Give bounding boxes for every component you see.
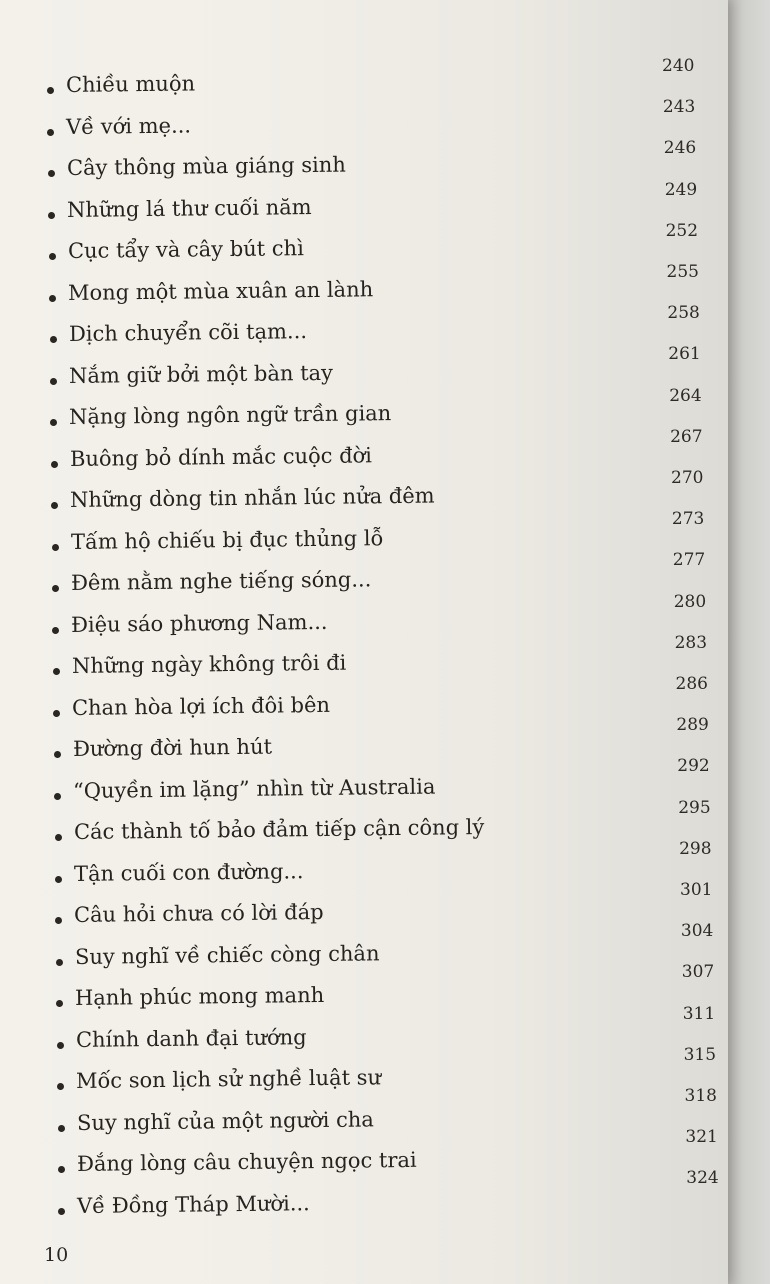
toc-entry-page-number: 315	[683, 1044, 717, 1065]
bullet-icon	[50, 419, 57, 426]
toc-entry-title: Chan hòa lợi ích đôi bên	[72, 692, 331, 720]
bullet-icon	[54, 793, 61, 800]
page-edge	[728, 0, 770, 1284]
toc-entry-page-number: 267	[670, 426, 703, 447]
toc-entry-title: Chiều muộn	[65, 71, 196, 97]
toc-entry-title: Đường đời hun hút	[72, 734, 272, 761]
toc-entry-page-number: 286	[675, 674, 708, 694]
bullet-icon	[54, 751, 61, 758]
toc-entry-page-number: 277	[672, 550, 706, 571]
bullet-icon	[48, 170, 55, 177]
toc-entry-title: Về Đồng Tháp Mười...	[77, 1190, 311, 1218]
toc-entry-page-number: 289	[676, 715, 709, 736]
page-number: 10	[44, 1244, 69, 1266]
toc-entry-title: Dịch chuyển cõi tạm...	[68, 319, 307, 346]
toc-entry-page-number: 261	[668, 344, 701, 365]
toc-entry-title: Các thành tố bảo đảm tiếp cận công lý	[73, 814, 485, 844]
bullet-icon	[55, 917, 62, 924]
toc-entry-title: Hạnh phúc mong manh	[75, 982, 325, 1010]
toc-entry-title: Suy nghĩ về chiếc còng chân	[74, 940, 380, 969]
bullet-icon	[51, 461, 58, 468]
toc-entry-title: Cây thông mùa giáng sinh	[66, 152, 346, 180]
toc-entry-title: Nặng lòng ngôn ngữ trần gian	[69, 401, 392, 429]
toc-entry-title: Nắm giữ bởi một bàn tay	[68, 360, 334, 388]
bullet-icon	[47, 129, 54, 136]
toc-entry-page-number: 264	[669, 385, 702, 406]
toc-entry-page-number: 246	[663, 138, 697, 159]
toc-entry-title: Buông bỏ dính mắc cuộc đời	[69, 442, 372, 471]
toc-entry-page-number: 258	[667, 303, 700, 324]
bullet-icon	[48, 212, 55, 219]
toc-entry-page-number: 311	[682, 1003, 716, 1024]
toc-entry-page-number: 304	[680, 921, 714, 942]
toc-entry-title: Tận cuối con đường...	[73, 858, 304, 886]
toc-entry-title: Cục tẩy và cây bút chì	[67, 236, 304, 263]
bullet-icon	[58, 1166, 65, 1173]
bullet-icon	[51, 502, 58, 509]
toc-entry-title: Đêm nằm nghe tiếng sóng...	[70, 567, 372, 595]
bullet-icon	[55, 834, 62, 841]
toc-entry-page-number: 321	[685, 1127, 718, 1148]
toc-entry-title: Đắng lòng câu chuyện ngọc trai	[76, 1147, 417, 1176]
toc-entry-title: Về với mẹ...	[66, 112, 192, 139]
toc-entry-page-number: 298	[679, 838, 712, 859]
toc-entry-title: Mong một mùa xuân an lành	[67, 276, 374, 305]
bullet-icon	[52, 544, 59, 551]
bullet-icon	[49, 295, 56, 302]
bullet-icon	[58, 1125, 65, 1132]
toc-entry-page-number: 273	[671, 509, 705, 530]
bullet-icon	[57, 1042, 64, 1049]
bullet-icon	[50, 336, 57, 343]
bullet-icon	[57, 1083, 64, 1090]
toc-entry-title: Những ngày không trôi đi	[71, 650, 347, 678]
toc-entry-title: Điệu sáo phương Nam...	[71, 609, 329, 637]
bullet-icon	[50, 378, 57, 385]
toc-entry-page-number: 295	[678, 797, 711, 818]
toc-entry-page-number: 270	[671, 468, 704, 488]
bullet-icon	[55, 876, 62, 883]
toc-entry-title: Suy nghĩ của một người cha	[76, 1106, 374, 1135]
bullet-icon	[58, 1208, 65, 1215]
toc-entry-page-number: 280	[673, 591, 707, 612]
toc-entry-title: “Quyền im lặng” nhìn từ Australia	[72, 774, 436, 803]
bullet-icon	[53, 668, 60, 675]
toc-entry-title: Chính danh đại tướng	[75, 1024, 307, 1052]
toc-entry-page-number: 249	[664, 179, 698, 200]
toc-entry-page-number: 243	[662, 97, 696, 118]
toc-entry-page-number: 318	[684, 1086, 717, 1106]
bullet-icon	[56, 1000, 63, 1007]
toc-entry-title: Tấm hộ chiếu bị đục thủng lỗ	[70, 525, 384, 554]
toc-entry-page-number: 283	[674, 632, 708, 653]
toc-entry-page-number: 307	[681, 962, 715, 983]
toc-entry-page-number: 252	[665, 220, 699, 241]
toc-entry-page-number: 255	[666, 262, 699, 282]
bullet-icon	[52, 585, 59, 592]
toc-entry-page-number: 292	[677, 756, 710, 777]
toc-entry-title: Mốc son lịch sử nghề luật sư	[75, 1065, 382, 1093]
bullet-icon	[49, 253, 56, 260]
bullet-icon	[56, 959, 63, 966]
toc-entry-title: Những lá thư cuối năm	[67, 194, 313, 222]
bullet-icon	[52, 627, 59, 634]
bullet-icon	[47, 87, 54, 94]
toc-entry-title: Những dòng tin nhắn lúc nửa đêm	[70, 483, 435, 512]
toc-entry-page-number: 301	[680, 880, 713, 900]
toc-entry-page-number: 240	[662, 56, 695, 76]
bullet-icon	[53, 710, 60, 717]
toc-entry-title: Câu hỏi chưa có lời đáp	[74, 899, 325, 927]
toc-entry-page-number: 324	[686, 1168, 719, 1189]
